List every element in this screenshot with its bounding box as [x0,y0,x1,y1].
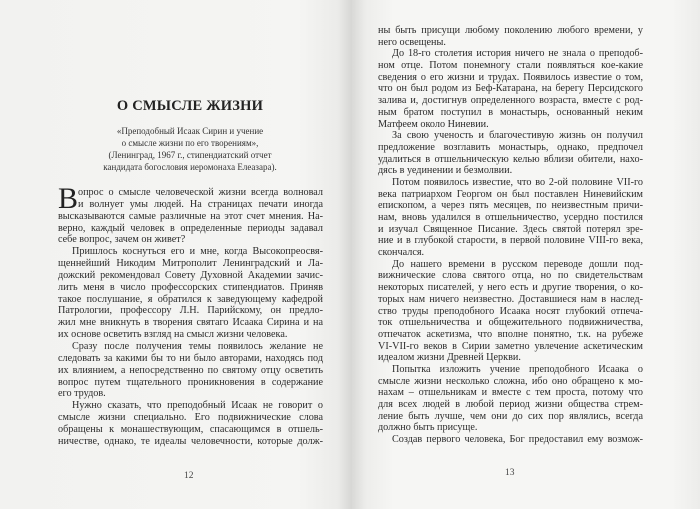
text-line: удалиться в отшельническую келью вблизи обители, нахо- [378,153,643,165]
text-line: его трудов. [58,388,106,400]
text-line: скончался. [378,247,425,259]
text-line: высказываются самые различные на этот счет мнения. На- [58,210,323,222]
text-line: ном отце. Потом понемногу стали появляться кое-какие [378,60,643,72]
text-line: для всех людей в любой период жизни общества стрем- [378,399,643,410]
text-line: нахам – отшельникам и вместе с тем проста, потому что [378,387,643,399]
text-line: Пришлось коснуться его и мне, когда Высокопреосвя- [72,246,323,258]
text-line: обращены к монашествующим, спасающимся в отшель- [58,423,323,435]
paragraph [378,177,643,259]
text-line: Патрологии, профессору Л.Н. Парийскому, он предло- [58,305,323,317]
paragraph [378,259,643,364]
subtitle-line: о смысле жизни по его творениям», [121,138,259,148]
text-line: смысле жизни специально. Его подвижнические слова [58,412,323,424]
paragraph [58,400,323,447]
paragraph [58,341,323,400]
text-line: предложение возглавить монастырь, однако, предпочел [378,141,643,153]
text-line: отпечаток аскетизма, что вполне понятно, т.к. на рубеже [378,328,643,340]
text-line: ничестве, однако, те идеалы человечности, которые долж- [58,435,323,447]
text-line: Потом появилось известие, что во 2-ой половине VII-го [392,176,643,188]
text-line: жил мне вникнуть в творения святаго Исаака Сирина и на [58,317,323,329]
text-line: За свою ученость и благочестивую жизнь он получил [392,130,643,142]
text-line: ным братом поступил в монастырь, основанный неким [378,106,643,118]
text-line: Нужно сказать, что преподобный Исаак не говорит о [72,400,323,412]
text-line: и волнует умы людей. На страницах печати иногда [78,198,323,210]
text-line: идеалом жизни Древней Церкви. [378,352,521,364]
text-line: себе вопрос, зачем он живет? [58,234,186,246]
text-line: нам, вновь удалился в отшельничество, усердно постился [378,212,643,223]
text-line: должно быть присуще. [378,422,478,434]
text-line: епископом, а через пять месяцев, по неизвестным причи- [378,200,643,212]
text-line: VI-VII-го веков в Сирии заметно увлечение аскетическим [378,340,643,352]
drop-cap: В [58,182,79,215]
page-number: 12 [184,471,194,481]
paragraph [378,364,643,434]
text-line: сведения о его жизни и трудах. Появилось известие о том, [378,71,643,83]
text-line: что он был родом из Беф-Катарана, на берегу Персидского [378,83,643,95]
text-line: ство труды преподобного Исаака носят глубокий отпеча- [378,305,643,317]
body-text [58,187,323,448]
text-line: ны быть присущи любому поколению любого времени, у [378,25,643,36]
text-line: века патриархом Георгом он был поставлен Ниневийским [378,188,643,200]
text-line: их влиянием, а непосредственно по святому отцу осветить [58,364,323,376]
subtitle-line: (Ленинград, 1967 г., стипендиатский отчет [108,150,272,160]
text-line: следовать за какими бы то ни было авторами, находясь под [58,352,323,364]
text-line: Попытка изложить учение преподобного Исаака о [392,363,643,375]
body-text [378,25,643,446]
text-line: ние и в глубокой старости, в первой половине VIII-го века, [378,235,643,247]
text-line: Матфеем около Ниневии. [378,118,489,130]
paragraph [378,48,643,130]
text-line: такое послушание, я обратился к заведующему кафедрой [58,293,323,305]
text-line: смысле жизни несколько сложна, ибо оно обращено к мо- [378,375,643,387]
paragraph [58,187,323,246]
text-line: ток отшельничества и общежительного подвижничества, [378,317,643,329]
text-line: дожский рекомендовал Совету Духовной Академии зачис- [58,269,323,281]
text-line: залива и, достигнув определенного возраста, вместе с род- [378,95,643,107]
text-line: верно, каждый человек в определенные периоды задавал [58,222,323,234]
paragraph [378,25,643,48]
page-number: 13 [505,468,515,478]
text-line: и изучал Священное Писание. Здесь святой потерял зре- [378,223,643,235]
text-line: До 18-го столетия история ничего не знала о преподоб- [392,48,643,60]
text-line: лить меня в число профессорских стипендиатов. Приняв [58,281,323,293]
text-line: опрос о смысле человеческой жизни всегда волновал [78,187,323,198]
subtitle-line: кандидата богословия иеромонаха Елеазара). [103,162,277,172]
text-line: ление быть лучше, чем они до сих пор являлись, всегда [378,410,643,422]
text-line: их основе осветить взгляд на смысл жизни человека. [58,329,288,341]
text-line: него освещены. [378,36,446,48]
subtitle-line: «Преподобный Исаак Сирин и учение [116,126,264,136]
text-line: Создав первого человека, Бог предоставил ему возмож- [392,434,643,446]
paragraph [58,246,323,341]
text-line: торых нам ничего неизвестно. Доставшиеся нам в наслед- [378,293,643,305]
text-line: вопрос путем тщательного проникновения в содержание [58,376,323,388]
right-page [352,0,700,509]
chapter-title: О СМЫСЛЕ ЖИЗНИ [116,98,264,114]
text-line: вижнические слова святого отца, но по свидетельствам [378,270,643,282]
text-line: До нашего времени в русском переводе дошли под- [392,258,643,270]
text-line: Сразу после получения темы появилось желание не [72,340,323,352]
text-line: дясь в уединении и безмолвии. [378,165,513,177]
chapter-subtitle [40,125,340,173]
text-line: некоторых писателей, у него есть и другие творения, о ко- [378,282,643,294]
paragraph [378,130,643,177]
text-line: щеннейший Никодим Митрополит Ленинградский и Ла- [58,258,323,270]
paragraph [378,434,643,446]
